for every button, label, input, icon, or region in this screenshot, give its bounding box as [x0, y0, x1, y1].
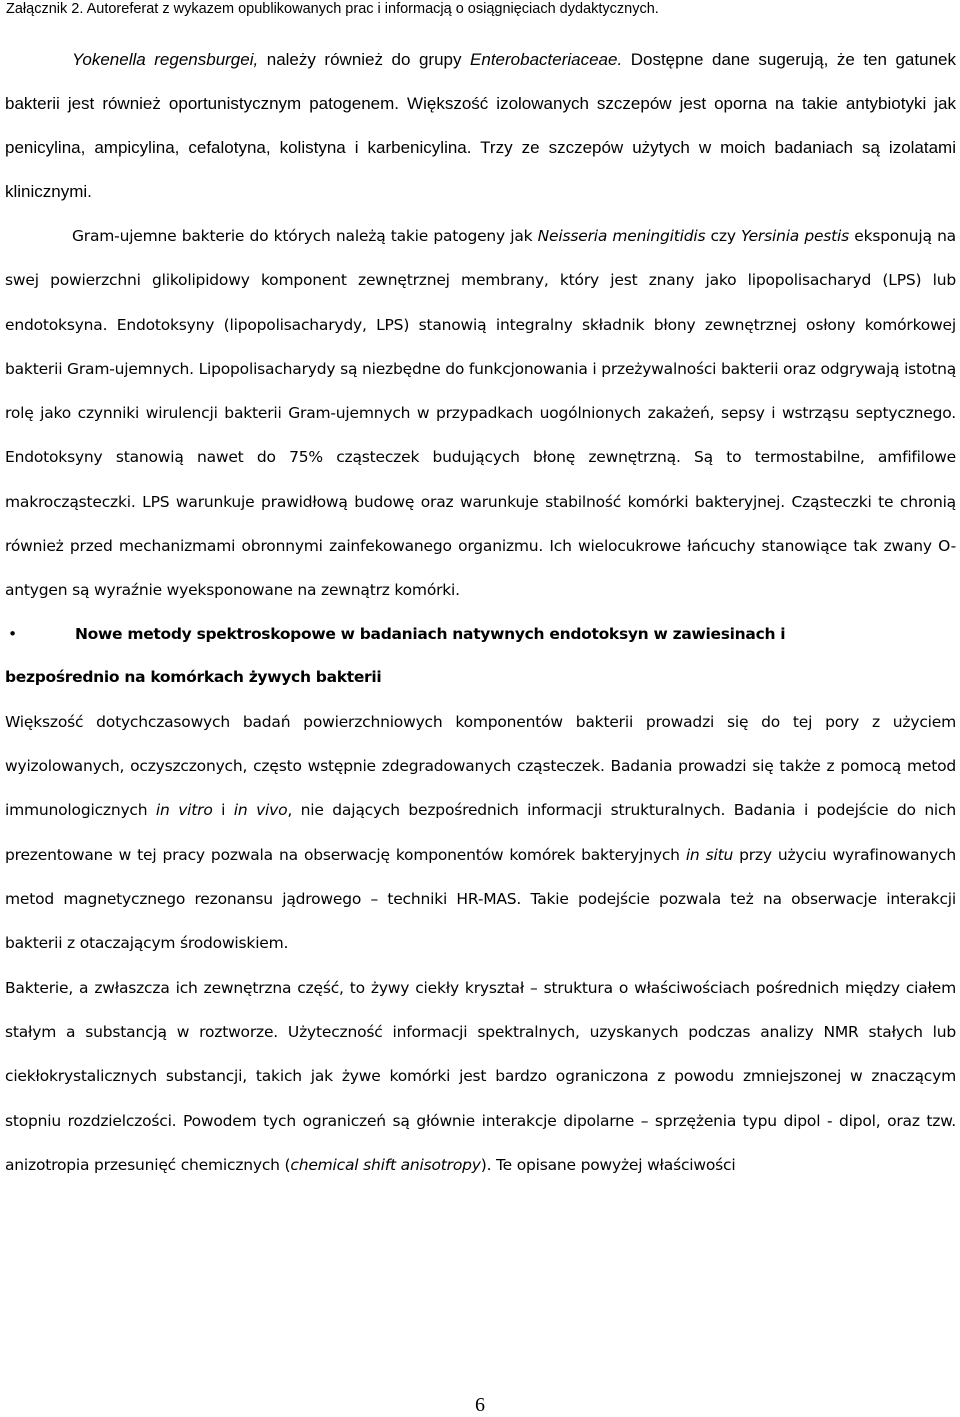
heading-line-1 — [5, 613, 956, 657]
text-span: należy również do grupy — [258, 50, 471, 69]
text-span: eksponują na swej powierzchni glikolipidowy komponent zewnętrznej membrany, który jest znany jako lipopolisacharyd (LPS) lub endotoksyna. Endotoksyny (lipopolisacharydy, LPS) stanowią integralny składnik błony zewnętrznej osłony komórkowej bakterii Gram-ujemnych. Lipopolisacharydy są niezbędne do funkcjonowania i przeżywalności bakterii oraz odgrywają istotną rolę jako czynniki wirulencji bakterii Gram-ujemnych w przypadkach uogólnionych zakażeń, sepsy i wstrząsu septycznego. Endotoksyny stanowią nawet do 75% cząsteczek budujących błonę zewnętrzną. Są to termostabilne, amfifilowe makrocząsteczki. LPS warunkuje prawidłową budowę oraz warunkuje stabilność komórki bakteryjnej. Cząsteczki te chronią również przed mechanizmami obronnymi zainfekowanego organizmu. Ich wielocukrowe łańcuchy stanowiące tak zwany O-antygen są wyraźnie wyeksponowane na zewnątrz komórki. — [5, 227, 957, 600]
paragraph-gram-negative — [5, 214, 956, 613]
italic-term: chemical shift anisotropy — [290, 1155, 481, 1174]
text-span: Dostępne dane sugerują, że ten gatunek bakterii jest również oportunistycznym patogenem. Większość izolowanych szczepów jest oporna na takie antybiotyki jak penicylina, ampicylina, cefalotyna, kolistyna i karbenicylina. Trzy ze szczepów użytych w moich badaniach są izolatami klinicznymi. — [5, 50, 956, 201]
text-span: Gram-ujemne bakterie do których należą takie patogeny jak — [72, 227, 538, 245]
species-name: Yokenella regensburgei, — [72, 50, 259, 69]
text-span: , nie dających bezpośrednich informacji strukturalnych. Badania i podejście do nich prezentowane w tej pracy pozwala na obserwację komponentów komórek bakteryjnych — [5, 801, 956, 864]
text-span: czy — [705, 227, 742, 245]
italic-term: in vivo — [233, 801, 288, 820]
heading-text: Nowe metody spektroskopowe w badaniach natywnych endotoksyn w zawiesinach i — [75, 624, 786, 643]
paragraph-yokenella — [5, 38, 956, 214]
heading-line-2: bezpośrednio na komórkach żywych bakterii — [5, 668, 382, 687]
text-span: Bakterie, a zwłaszcza ich zewnętrzna część, to żywy ciekły kryształ – struktura o właściwościach pośrednich między ciałem stałym a substancją w roztworze. Użyteczność informacji spektralnych, uzyskanych podczas analizy NMR stałych lub ciekłokrystalicznych substancji, takich jak żywe komórki jest bardzo ograniczona z powodu zmniejszonej w znaczącym stopniu rozdzielczości. Powodem tych ograniczeń są głównie interakcje dipolarne – sprzężenia typu dipol - dipol, oraz tzw. anizotropia przesunięć chemicznych ( — [5, 978, 956, 1174]
family-name: Enterobacteriaceae. — [470, 50, 623, 69]
italic-term: in situ — [685, 845, 734, 864]
page-body — [5, 38, 956, 1187]
section-heading — [5, 613, 956, 700]
document-header: Załącznik 2. Autoreferat z wykazem opublikowanych prac i informacją o osiągnięciach dydaktycznych. — [6, 1, 659, 17]
page-number: 6 — [475, 1394, 485, 1416]
text-span: Większość dotychczasowych badań powierzchniowych komponentów bakterii prowadzi się do tej pory z użyciem wyizolowanych, oczyszczonych, często wstępnie zdegradowanych cząsteczek. Badania prowadzi się także z pomocą metod immunologicznych — [5, 712, 956, 820]
text-span: ). Te opisane powyżej właściwości — [480, 1155, 736, 1174]
paragraph-methods — [5, 700, 956, 966]
text-span: i — [212, 801, 234, 820]
bullet-icon: • — [8, 624, 17, 643]
species-name: Yersinia pestis — [741, 227, 850, 245]
species-name: Neisseria meningitidis — [537, 227, 706, 245]
text-span: przy użyciu wyrafinowanych metod magnetycznego rezonansu jądrowego – techniki HR-MAS. Takie podejście pozwala też na obserwacje interakcji bakterii z otaczającym środowiskiem. — [5, 845, 956, 953]
paragraph-liquid-crystal — [5, 966, 956, 1187]
italic-term: in vitro — [155, 801, 213, 820]
